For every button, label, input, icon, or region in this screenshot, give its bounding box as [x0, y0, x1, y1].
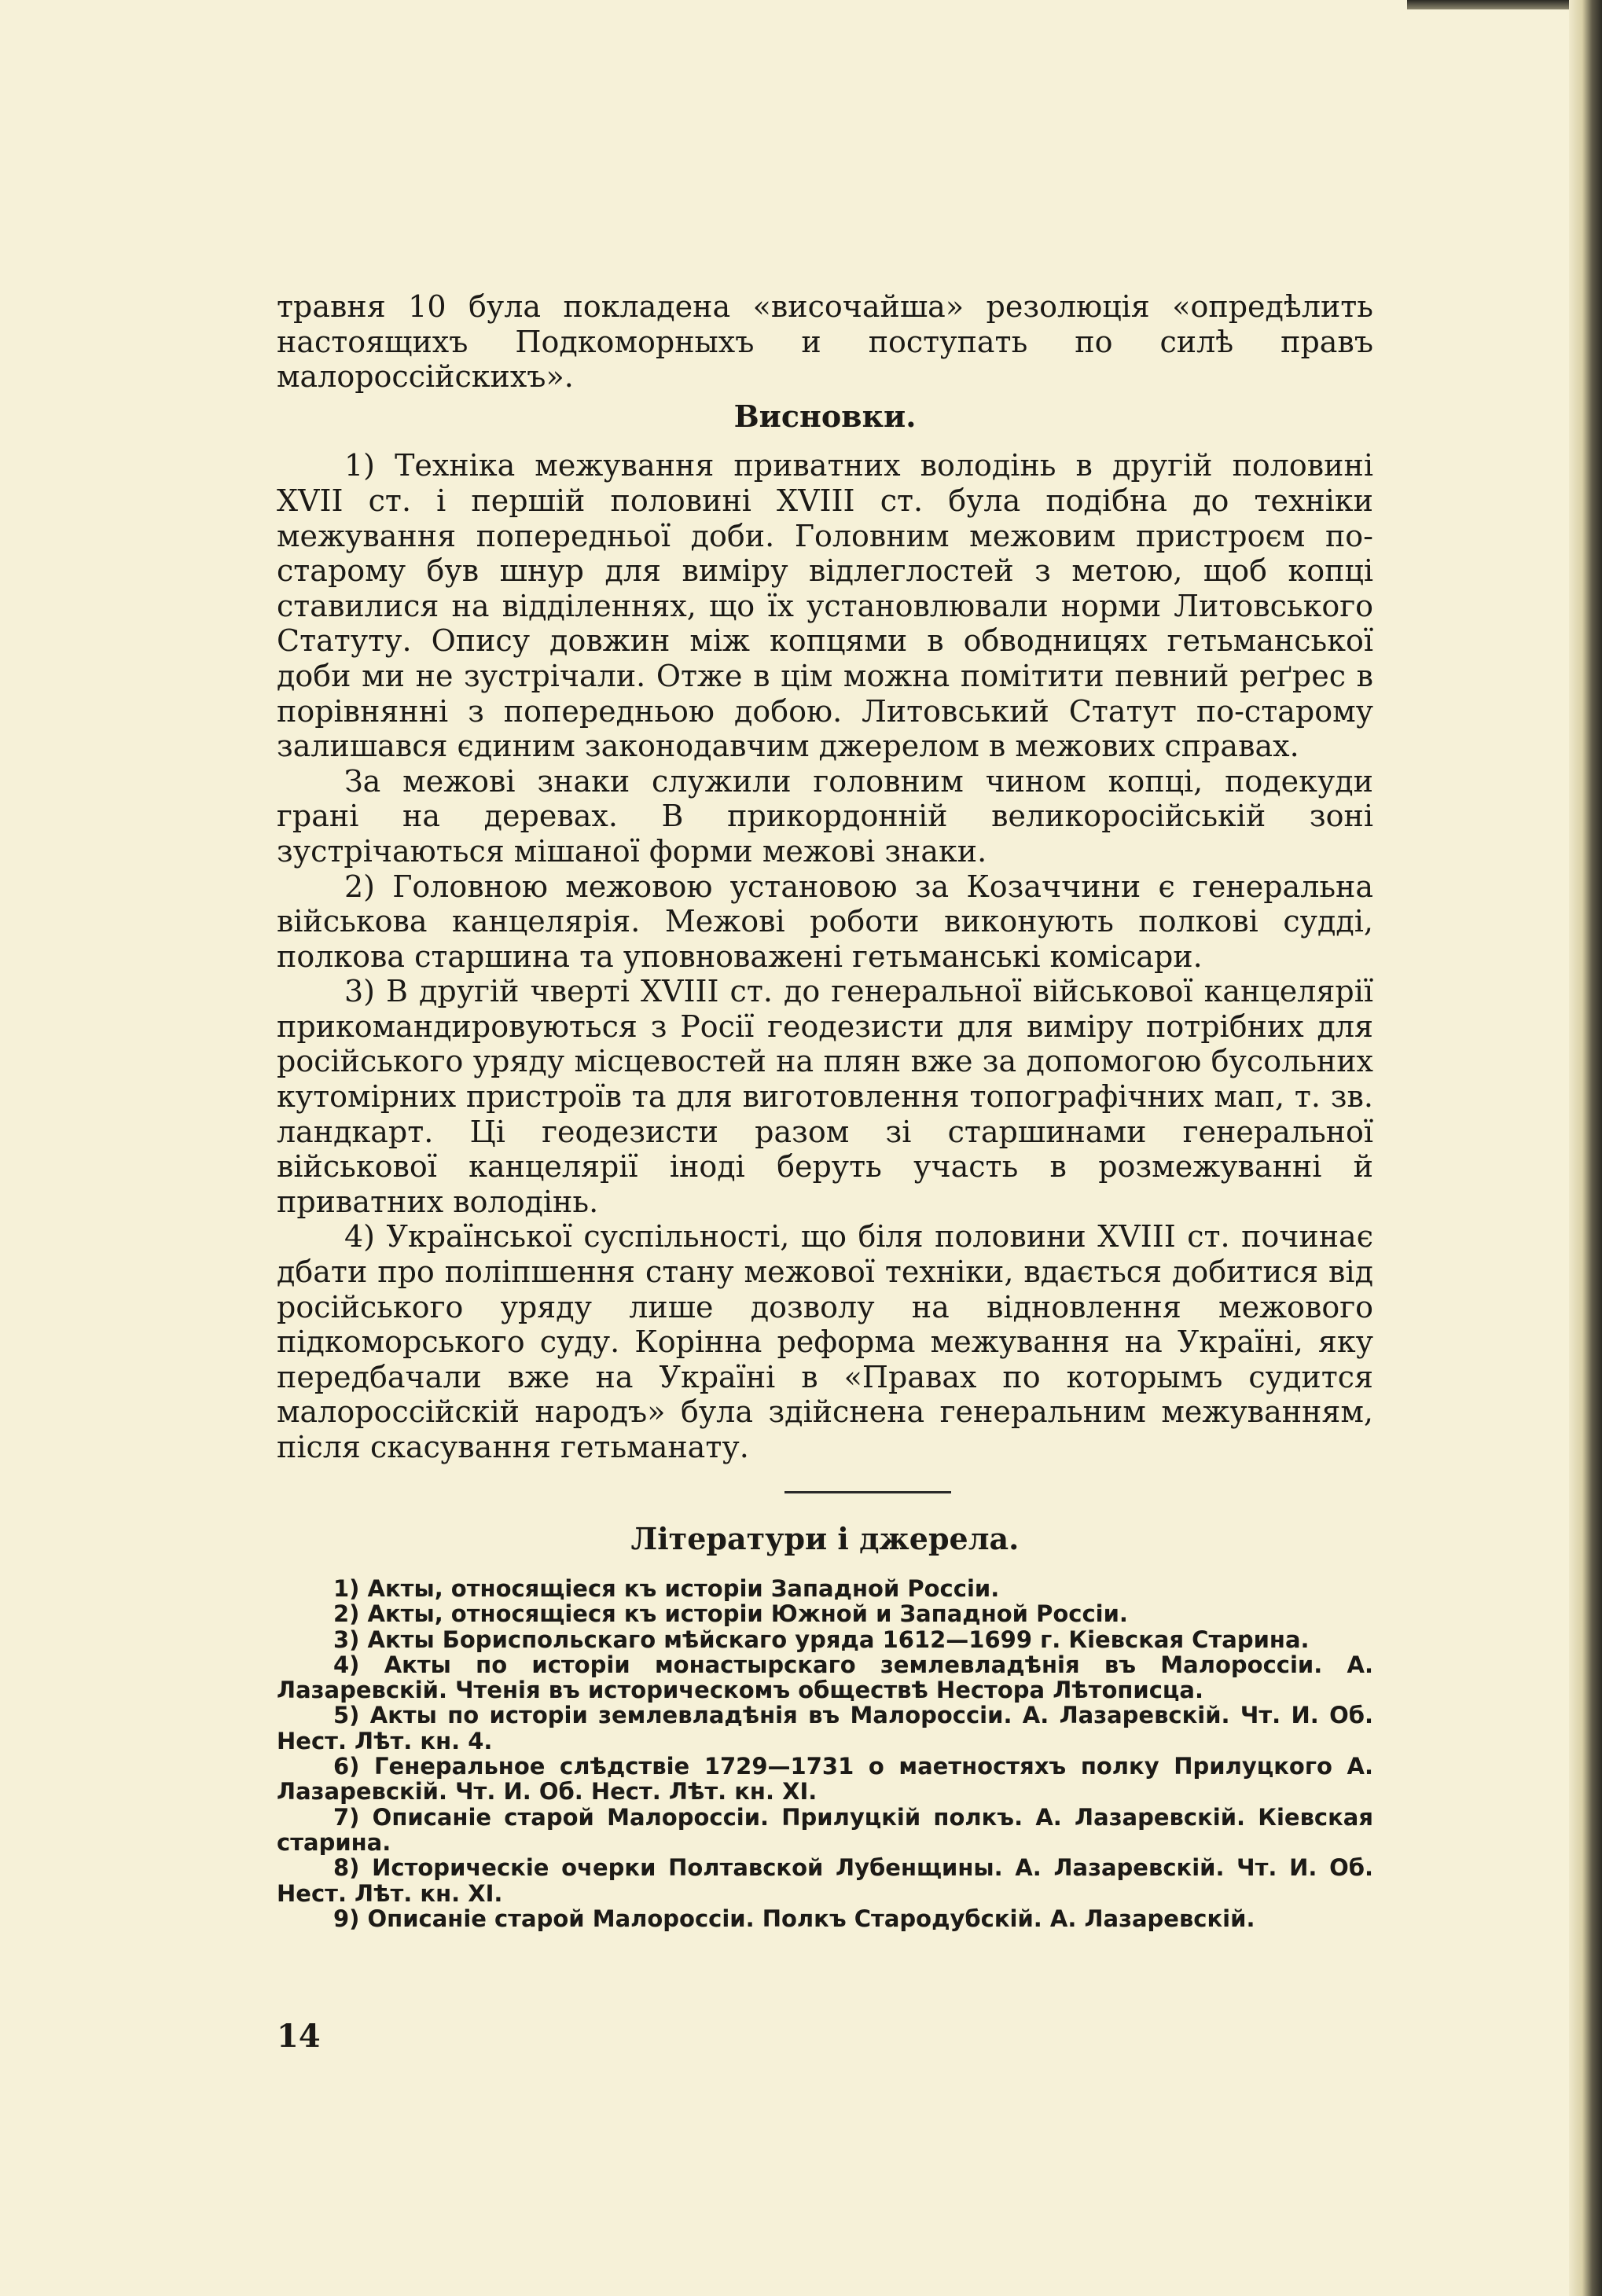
literature-item: 4) Акты по исторіи монастырскаго землевладѣнія въ Малороссіи. А. Лазаревскій. Чтенія въ историческомъ обществѣ Нестора Лѣтописца. [277, 1651, 1373, 1704]
literature-list [277, 1576, 1373, 1931]
literature-item: 2) Акты, относящіеся къ исторіи Южной и Западной Россіи. [333, 1600, 1128, 1628]
paragraph-conclusion-1: 1) Техніка межування приватних володінь в другій половині XVII ст. і першій половині XVIII ст. була подібна до техніки межування попередньої доби. Головним межовим пристроєм по-старому був шнур для виміру відлеглостей з метою, щоб копці ставилися на відділеннях, що їх установлювали норми Литовського Статуту. Опису довжин між копцями в обводницях гетьманської доби ми не зустрічали. Отже в цім можна помітити певний реґрес в порівнянні з попередньою добою. Литовський Статут по-старому залишався єдиним законодавчим джерелом в межових справах. [277, 448, 1373, 764]
paragraph-conclusion-2: 2) Головною межовою установою за Козаччини є генеральна військова канцелярія. Межові роботи виконують полкові судді, полкова старшина та уповноважені гетьманські комісари. [277, 869, 1373, 974]
section-divider [784, 1491, 951, 1493]
paragraph-conclusion-4: 4) Української суспільності, що біля половини XVIII ст. починає дбати про поліпшення стану межової техніки, вдається добитися від російського уряду лише дозволу на відновлення межового підкоморського суду. Корінна реформа межування на Україні, яку передбачали вже на Україні в «Правах по которымъ судится малороссійскій народъ» була здійснена генеральним межуванням, після скасування гетьманату. [277, 1219, 1373, 1464]
paragraph-conclusion-3: 3) В другій чверті XVIII ст. до генеральної військової канцелярії прикомандировуються з Росії геодезисти для виміру потрібних для російського уряду місцевостей на плян вже за допомогою бусольних кутомірних пристроїв та для виготовлення топографічних мап, т. зв. ландкарт. Ці геодезисти разом зі старшинами генеральної військової канцелярії іноді беруть участь в розмежуванні й приватних володінь. [277, 974, 1373, 1219]
literature-item: 8) Историческіе очерки Полтавской Лубенщины. А. Лазаревскій. Чт. И. Об. Нест. Лѣт. кн. XI. [277, 1854, 1373, 1907]
literature-heading: Літератури і джерела. [630, 1521, 1020, 1556]
literature-item: 7) Описаніе старой Малороссіи. Прилуцкій полкъ. А. Лазаревскій. Кіевская старина. [277, 1803, 1373, 1856]
literature-item: 5) Акты по исторіи землевладѣнія въ Малороссіи. А. Лазаревскій. Чт. И. Об. Нест. Лѣт. кн. 4. [277, 1702, 1373, 1754]
literature-item: 9) Описаніе старой Малороссіи. Полкъ Стародубскій. А. Лазаревскій. [333, 1905, 1255, 1932]
conclusions-heading: Висновки. [733, 398, 917, 434]
page-edge-shadow-right [1569, 0, 1602, 2296]
literature-item: 3) Акты Бориспольскаго мѣйскаго уряда 1612—1699 г. Кіевская Старина. [333, 1626, 1310, 1653]
literature-item: 6) Генеральное слѣдствіе 1729—1731 о маетностяхъ полку Прилуцкого А. Лазаревскій. Чт. И. Об. Нест. Лѣт. кн. XI. [277, 1753, 1373, 1806]
paragraph-boundary-signs: За межові знаки служили головним чином копці, подекуди грані на деревах. В прикордонній великоросійській зоні зустрічаються мішаної форми межові знаки. [277, 763, 1373, 869]
page-number: 14 [277, 2018, 321, 2055]
literature-item: 1) Акты, относящіеся къ исторіи Западной Россіи. [333, 1575, 1000, 1602]
main-text [277, 289, 1373, 1465]
paragraph-intro: травня 10 була покладена «височайша» резолюція «опредѣлить настоящихъ Подкоморныхъ и поступать по силѣ правъ малороссійскихъ». [277, 289, 1373, 395]
